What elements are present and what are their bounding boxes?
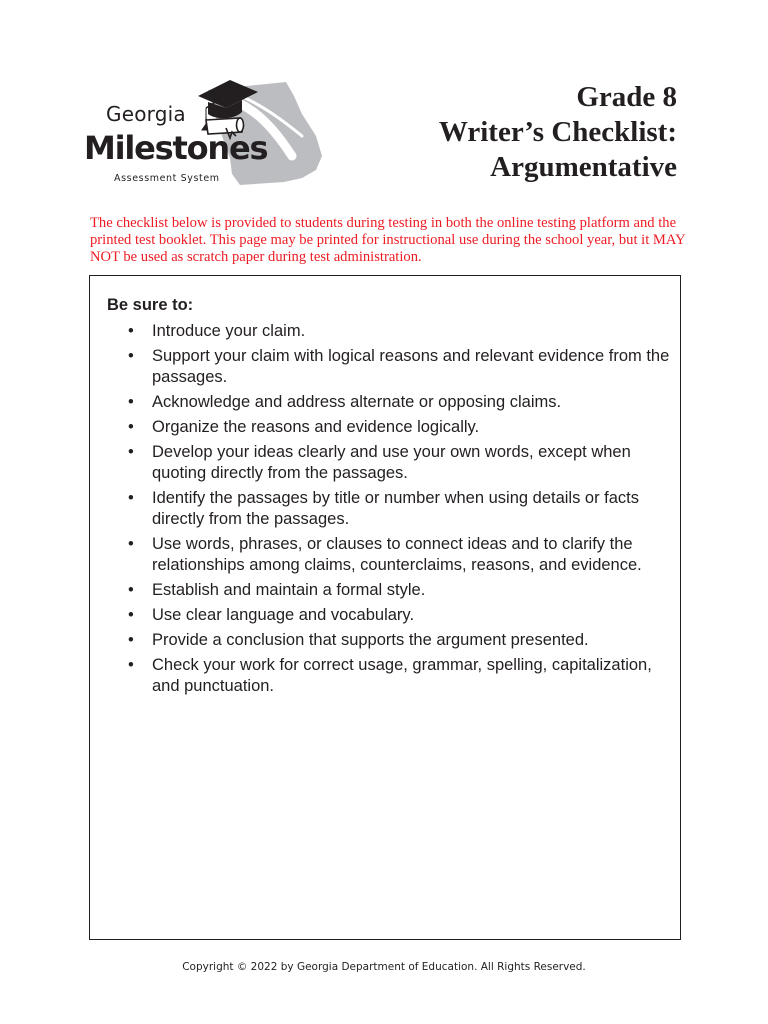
checklist-item-text: Develop your ideas clearly and use your own words, except when quoting directly from the passages. — [152, 443, 631, 482]
checklist-item — [90, 488, 682, 530]
checklist-item — [90, 442, 682, 484]
checklist-item-text: Support your claim with logical reasons and relevant evidence from the passages. — [152, 347, 670, 386]
bullet: • — [128, 322, 134, 340]
checklist-item-text: Use clear language and vocabulary. — [152, 606, 415, 624]
checklist-items — [90, 321, 682, 701]
logo-subtitle-text: Assessment System — [114, 173, 220, 184]
page-title — [439, 80, 677, 185]
bullet: • — [128, 581, 134, 599]
title-checklist: Writer’s Checklist: — [438, 116, 677, 148]
usage-notice: The checklist below is provided to students during testing in both the online testing platform and the printed test booklet. This page may be printed for instructional use during the school year, but it MAY NOT be used as scratch paper during test administration. — [90, 215, 686, 265]
checklist-item — [90, 417, 682, 438]
georgia-milestones-logo — [80, 74, 330, 190]
checklist-item-text: Acknowledge and address alternate or opposing claims. — [152, 393, 562, 411]
checklist-item — [90, 630, 682, 651]
checklist-item — [90, 392, 682, 413]
bullet: • — [128, 443, 134, 461]
bullet: • — [128, 656, 134, 674]
checklist-heading: Be sure to: — [107, 296, 194, 314]
checklist-item — [90, 321, 682, 342]
checklist-item-text: Establish and maintain a formal style. — [152, 581, 426, 599]
checklist-item-text: Introduce your claim. — [152, 322, 306, 340]
bullet: • — [128, 489, 134, 507]
checklist-box — [89, 275, 681, 940]
logo-milestones-text: Milestones — [84, 129, 268, 167]
checklist-item-text: Use words, phrases, or clauses to connect ideas and to clarify the relationships among claims, counterclaims, reasons, and evidence. — [152, 535, 642, 574]
checklist-item-text: Provide a conclusion that supports the argument presented. — [152, 631, 589, 649]
title-type: Argumentative — [490, 151, 677, 183]
checklist-item — [90, 655, 682, 697]
bullet: • — [128, 535, 134, 553]
checklist-item-text: Organize the reasons and evidence logically. — [152, 418, 480, 436]
bullet: • — [128, 606, 134, 624]
copyright-footer: Copyright © 2022 by Georgia Department of Education. All Rights Reserved. — [182, 961, 586, 973]
logo-georgia-text: Georgia — [106, 102, 186, 126]
bullet: • — [128, 393, 134, 411]
bullet: • — [128, 347, 134, 365]
checklist-item — [90, 605, 682, 626]
checklist-item — [90, 346, 682, 388]
title-grade: Grade 8 — [576, 81, 677, 113]
bullet: • — [128, 631, 134, 649]
checklist-item — [90, 580, 682, 601]
checklist-item-text: Check your work for correct usage, grammar, spelling, capitalization, and punctuation. — [152, 656, 652, 695]
checklist-item-text: Identify the passages by title or number when using details or facts directly from the passages. — [152, 489, 640, 528]
checklist-item — [90, 534, 682, 576]
bullet: • — [128, 418, 134, 436]
